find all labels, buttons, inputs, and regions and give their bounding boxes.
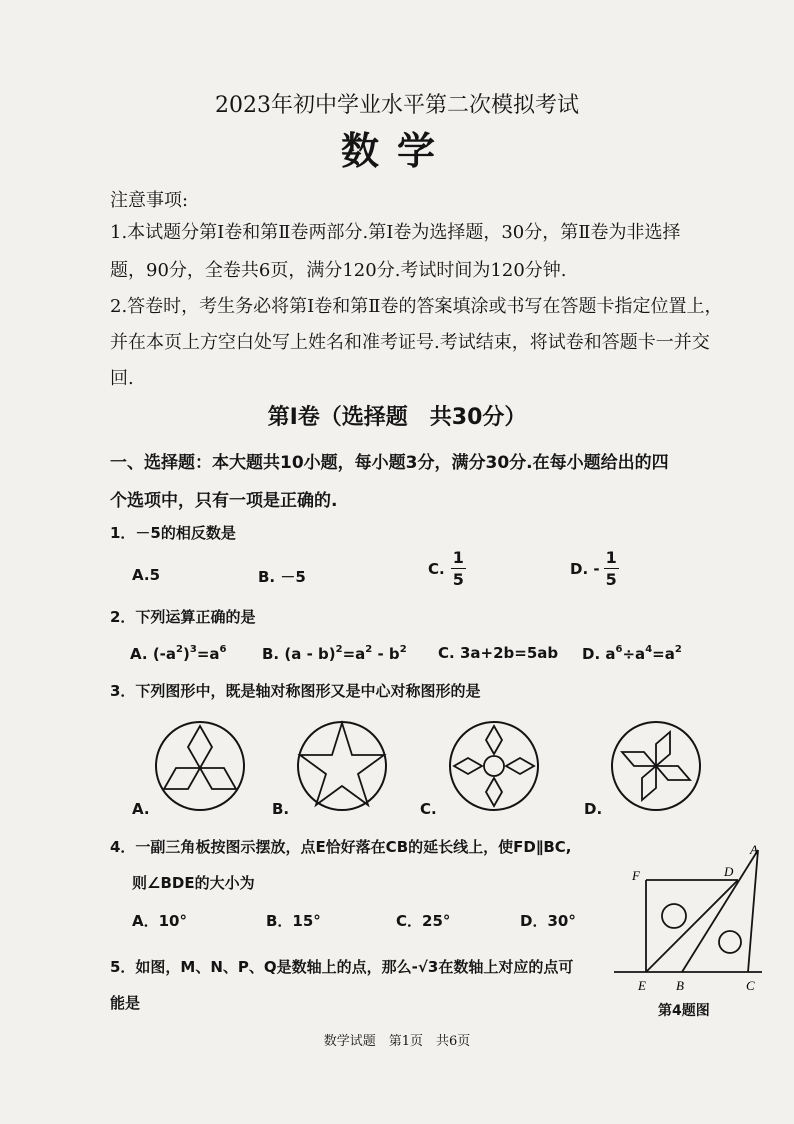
q1-c-numerator: 1: [452, 548, 464, 567]
q2-option-c: C. 3a+2b=5ab: [438, 644, 559, 662]
q1-c-denominator: 5: [452, 570, 464, 589]
q3-option-d: D.: [584, 800, 603, 818]
subject-title: 数学: [340, 128, 453, 173]
notes-line-1: 1.本试题分第Ⅰ卷和第Ⅱ卷两部分.第Ⅰ卷为选择题，30分，第Ⅱ卷为非选择: [110, 222, 681, 243]
notes-line-2: 题，90分，全卷共6页，满分120分.考试时间为120分钟.: [110, 260, 567, 281]
q4-label-a: A: [750, 842, 758, 857]
section-title: 第Ⅰ卷（选择题 共30分）: [267, 405, 527, 430]
section-instruction-1: 一、选择题：本大题共10小题，每小题3分，满分30分.在每小题给出的四: [110, 453, 669, 473]
q4-label-d: D: [724, 864, 734, 879]
q1-option-d-label: D. -: [570, 560, 600, 578]
q2-option-a: A. $(-a^2)^3=a^6$: [130, 644, 227, 663]
q3-option-a: A.: [132, 800, 150, 818]
q1-d-denominator: 5: [605, 570, 617, 589]
q1-option-d-fraction: [604, 550, 619, 588]
q5-stem-line-2: 能是: [110, 994, 141, 1012]
q5-stem-line-1: 5．如图，M、N、P、Q是数轴上的点，那么-√3在数轴上对应的点可: [110, 958, 574, 976]
q1-option-c-fraction: [451, 550, 466, 588]
q2-option-b: B. $(a - b)^2=a^2 - b^2$: [262, 644, 407, 663]
q3-option-c: C.: [420, 800, 437, 818]
q3-stem: 3．下列图形中，既是轴对称图形又是中心对称图形的是: [110, 682, 481, 700]
q4-option-d: D．30°: [520, 912, 576, 930]
exam-title: 2023年初中学业水平第二次模拟考试: [215, 93, 579, 118]
q3-figure-a: [152, 718, 248, 814]
q4-option-b: B．15°: [266, 912, 321, 930]
q1-option-a: A.5: [132, 566, 161, 584]
notes-line-4: 并在本页上方空白处写上姓名和准考证号.考试结束，将试卷和答题卡一并交: [110, 332, 710, 353]
q3-option-b: B.: [272, 800, 290, 818]
q1-option-c: [428, 550, 466, 588]
q3-figure-c: [446, 718, 542, 814]
q2-stem: 2．下列运算正确的是: [110, 608, 256, 626]
q1-option-b: B. －5: [258, 568, 306, 586]
q4-stem-line-1: 4．一副三角板按图示摆放，点E恰好落在CB的延长线上，使FD∥BC,: [110, 838, 572, 856]
q4-label-c: C: [746, 978, 755, 993]
notes-line-3: 2.答卷时，考生务必将第Ⅰ卷和第Ⅱ卷的答案填涂或书写在答题卡指定位置上，: [110, 296, 723, 317]
q3-figure-d: [608, 718, 704, 814]
q1-d-numerator: 1: [605, 548, 617, 567]
section-instruction-2: 个选项中，只有一项是正确的.: [110, 491, 338, 511]
q1-option-d: [570, 550, 619, 588]
q1-option-c-label: C.: [428, 560, 445, 578]
q4-figure: [612, 838, 772, 998]
q4-label-b: B: [676, 978, 684, 993]
q4-label-e: E: [638, 978, 646, 993]
q3-figure-b: [294, 718, 390, 814]
page-footer: 数学试题 第1页 共6页: [323, 1034, 471, 1049]
q2-option-d: D. $a^6\div a^4=a^2$: [582, 644, 682, 663]
q4-label-f: F: [632, 868, 640, 883]
q4-stem-line-2: 则∠BDE的大小为: [132, 874, 255, 892]
q4-figure-caption: 第4题图: [658, 1003, 710, 1019]
q1-stem: 1．－5的相反数是: [110, 524, 236, 542]
notes-line-5: 回.: [110, 368, 134, 389]
q4-option-c: C．25°: [396, 912, 451, 930]
notes-heading: 注意事项:: [110, 190, 189, 211]
q4-option-a: A．10°: [132, 912, 187, 930]
